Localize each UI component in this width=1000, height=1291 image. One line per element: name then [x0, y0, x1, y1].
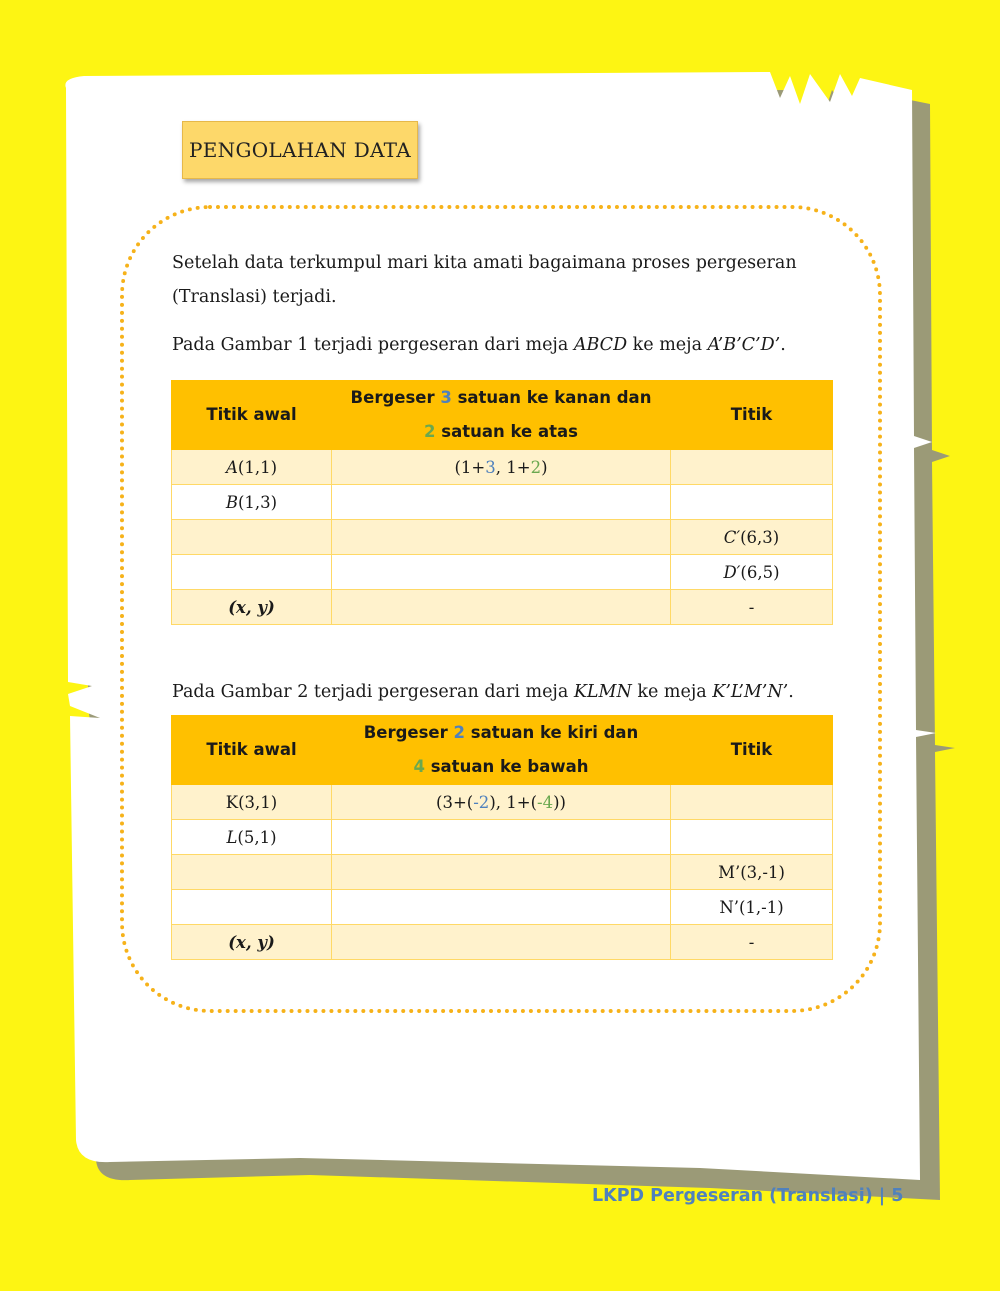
- cell-shift: [332, 890, 671, 925]
- header-titik: Titik: [671, 716, 833, 785]
- table-row: [172, 855, 833, 890]
- figure2-middle: ke meja: [631, 682, 713, 702]
- intro-line-2: (Translasi) terjadi.: [172, 287, 337, 307]
- cell-shift: [332, 520, 671, 555]
- cell-result-point: [671, 820, 833, 855]
- cell-start-point: A(1,1): [172, 450, 332, 485]
- figure1-sentence: [172, 328, 786, 362]
- cell-result-point: D′(6,5): [671, 555, 833, 590]
- figure2-suffix: .: [788, 682, 794, 702]
- cell-shift: [332, 485, 671, 520]
- cell-result-point: N’(1,-1): [671, 890, 833, 925]
- figure2-sentence: [172, 675, 794, 709]
- table-row: [172, 485, 833, 520]
- figure1-suffix: .: [780, 335, 786, 355]
- section-header: [182, 121, 418, 179]
- cell-start-point: [172, 855, 332, 890]
- table-gambar-1: [171, 380, 833, 625]
- figure1-from: ABCD: [573, 335, 628, 355]
- cell-result-point: [671, 450, 833, 485]
- cell-start-point: L(5,1): [172, 820, 332, 855]
- cell-shift: [332, 855, 671, 890]
- intro-line-1: Setelah data terkumpul mari kita amati bagaimana proses pergeseran: [172, 253, 797, 273]
- section-title: PENGOLAHAN DATA: [189, 138, 411, 162]
- cell-result-point: -: [671, 590, 833, 625]
- cell-result-point: [671, 485, 833, 520]
- header-bergeser: Bergeser 3 satuan ke kanan dan 2 satuan ke atas: [332, 381, 671, 450]
- cell-result-point: -: [671, 925, 833, 960]
- table-row: [172, 520, 833, 555]
- table-row: [172, 925, 833, 960]
- table-row: [172, 590, 833, 625]
- header-bergeser: Bergeser 2 satuan ke kiri dan 4 satuan ke bawah: [332, 716, 671, 785]
- cell-result-point: M’(3,-1): [671, 855, 833, 890]
- cell-start-point: B(1,3): [172, 485, 332, 520]
- figure2-from: KLMN: [573, 682, 632, 702]
- cell-result-point: [671, 785, 833, 820]
- table-row: [172, 555, 833, 590]
- header-titik: Titik: [671, 381, 833, 450]
- cell-shift: [332, 925, 671, 960]
- cell-shift: [332, 820, 671, 855]
- cell-start-point: (x, y): [172, 590, 332, 625]
- cell-start-point: (x, y): [172, 925, 332, 960]
- page-footer: LKPD Pergeseran (Translasi) | 5: [592, 1186, 904, 1206]
- cell-result-point: C′(6,3): [671, 520, 833, 555]
- cell-start-point: [172, 555, 332, 590]
- figure1-to: A’B’C’D’: [707, 335, 781, 355]
- figure2-prefix: Pada Gambar 2 terjadi pergeseran dari meja: [172, 682, 574, 702]
- cell-shift: (3+(-2), 1+(-4)): [332, 785, 671, 820]
- header-titik-awal: Titik awal: [172, 716, 332, 785]
- figure2-to: K’L’M’N’: [712, 682, 789, 702]
- cell-shift: [332, 555, 671, 590]
- cell-shift: [332, 590, 671, 625]
- table-row: [172, 820, 833, 855]
- header-titik-awal: Titik awal: [172, 381, 332, 450]
- table-row: [172, 785, 833, 820]
- table-row: [172, 450, 833, 485]
- figure1-middle: ke meja: [627, 335, 708, 355]
- table-header-row: [172, 381, 833, 450]
- cell-start-point: [172, 520, 332, 555]
- figure1-prefix: Pada Gambar 1 terjadi pergeseran dari meja: [172, 335, 574, 355]
- table-row: [172, 890, 833, 925]
- table-header-row: [172, 716, 833, 785]
- cell-start-point: K(3,1): [172, 785, 332, 820]
- cell-start-point: [172, 890, 332, 925]
- cell-shift: (1+3, 1+2): [332, 450, 671, 485]
- intro-paragraph: [172, 246, 797, 314]
- table-gambar-2: [171, 715, 833, 960]
